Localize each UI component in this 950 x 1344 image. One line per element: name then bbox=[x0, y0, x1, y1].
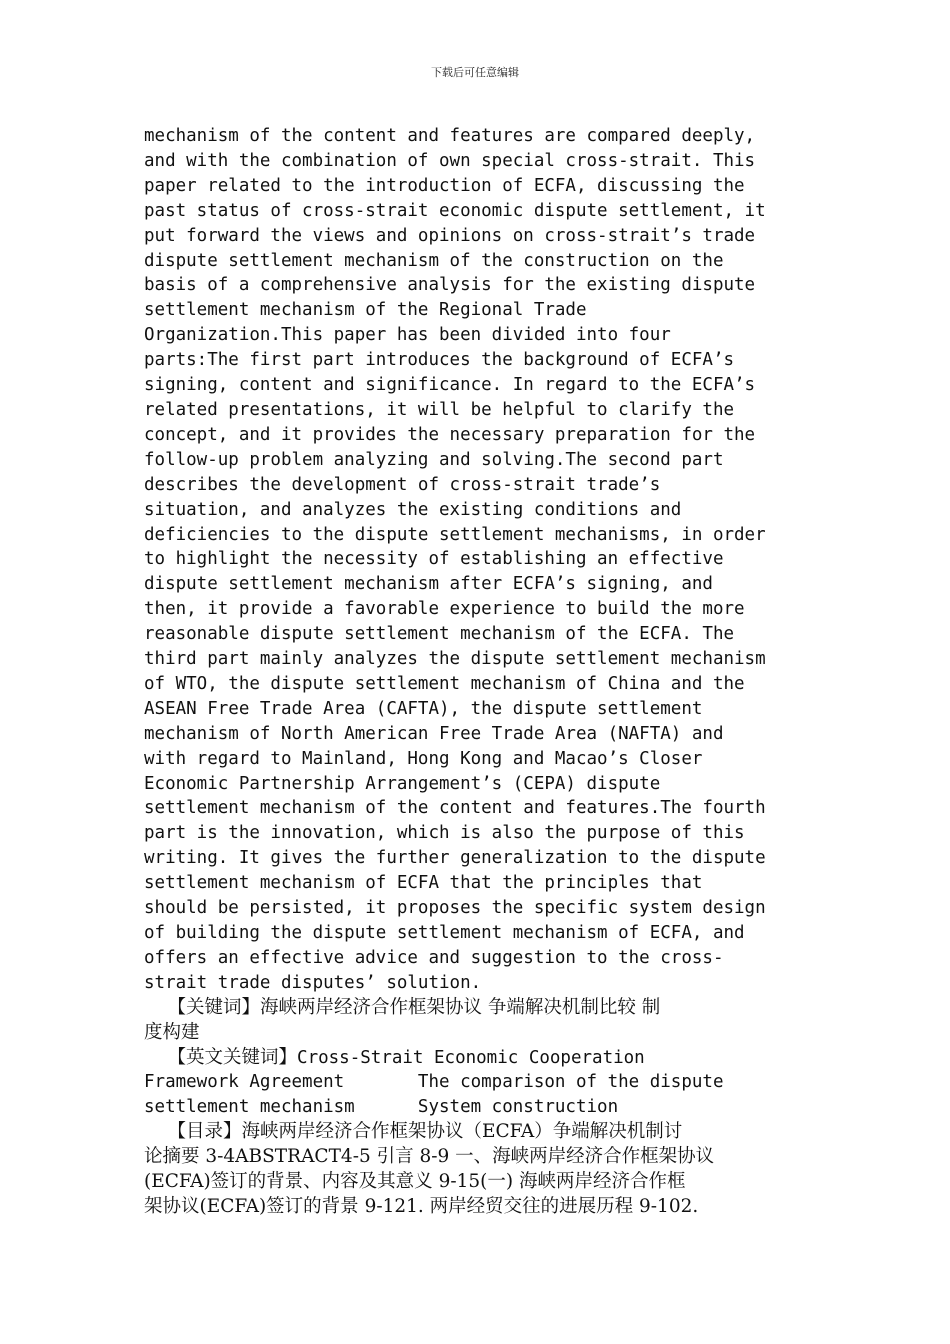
abstract-line: offers an effective advice and suggestion to the cross- bbox=[144, 947, 724, 968]
abstract-line: settlement mechanism of the content and features.The fourth bbox=[144, 798, 766, 819]
chinese-keywords bbox=[144, 996, 816, 1046]
abstract-line: put forward the views and opinions on cross-strait’s trade bbox=[144, 225, 756, 246]
abstract-line: part is the innovation, which is also the purpose of this bbox=[144, 823, 745, 844]
abstract-line: and with the combination of own special cross-strait. This bbox=[144, 150, 756, 171]
abstract-line: then, it provide a favorable experience to build the more bbox=[144, 599, 745, 620]
keywords-en-label: 【英文关键词】 bbox=[144, 1046, 298, 1068]
abstract-line: settlement mechanism of ECFA that the principles that bbox=[144, 873, 703, 894]
keywords-cn-line-1: 【关键词】海峡两岸经济合作框架协议 争端解决机制比较 制 bbox=[144, 996, 661, 1018]
abstract-line: basis of a comprehensive analysis for the existing dispute bbox=[144, 275, 756, 296]
abstract-line: settlement mechanism of the Regional Trade bbox=[144, 300, 587, 321]
abstract-line: mechanism of North American Free Trade Area (NAFTA) and bbox=[144, 723, 724, 744]
abstract-line: should be persisted, it proposes the specific system design bbox=[144, 898, 766, 919]
page-header: 下载后可任意编辑 bbox=[431, 66, 519, 79]
abstract-line: paper related to the introduction of ECFA, discussing the bbox=[144, 175, 745, 196]
abstract-line: dispute settlement mechanism after ECFA’s signing, and bbox=[144, 574, 713, 595]
abstract-line: Economic Partnership Arrangement’s (CEPA) dispute bbox=[144, 773, 661, 794]
abstract-line: related presentations, it will be helpful to clarify the bbox=[144, 399, 735, 420]
keywords-en-line-3: settlement mechanism System construction bbox=[144, 1097, 619, 1118]
table-of-contents bbox=[144, 1120, 816, 1220]
abstract-line: parts:The first part introduces the background of ECFA’s bbox=[144, 350, 735, 371]
abstract-line: situation, and analyzes the existing conditions and bbox=[144, 499, 682, 520]
abstract-line: follow-up problem analyzing and solving.The second part bbox=[144, 449, 724, 470]
toc-line-2: 论摘要 3-4ABSTRACT4-5 引言 8-9 一、海峡两岸经济合作框架协议 bbox=[144, 1146, 715, 1168]
abstract-line: third part mainly analyzes the dispute settlement mechanism bbox=[144, 649, 766, 670]
keywords-en-line-2: Framework Agreement The comparison of the dispute bbox=[144, 1072, 724, 1093]
abstract-line: signing, content and significance. In regard to the ECFA’s bbox=[144, 375, 756, 396]
abstract-line: deficiencies to the dispute settlement mechanisms, in order bbox=[144, 524, 766, 545]
keywords-cn-line-2: 度构建 bbox=[144, 1021, 200, 1043]
toc-line-4: 架协议(ECFA)签订的背景 9-121. 两岸经贸交往的进展历程 9-102. bbox=[144, 1195, 699, 1217]
abstract-line: reasonable dispute settlement mechanism of the ECFA. The bbox=[144, 624, 735, 645]
toc-line-1: 【目录】海峡两岸经济合作框架协议（ECFA）争端解决机制讨 bbox=[144, 1121, 683, 1143]
abstract-line: describes the development of cross-strait trade’s bbox=[144, 474, 661, 495]
abstract-line: dispute settlement mechanism of the construction on the bbox=[144, 250, 724, 271]
abstract-line: past status of cross-strait economic dispute settlement, it bbox=[144, 200, 766, 221]
keywords-en-line-1: Cross-Strait Economic Cooperation bbox=[297, 1047, 645, 1068]
toc-line-3: (ECFA)签订的背景、内容及其意义 9-15(一) 海峡两岸经济合作框 bbox=[144, 1171, 686, 1193]
abstract-line: with regard to Mainland, Hong Kong and Macao’s Closer bbox=[144, 748, 703, 769]
abstract-line: strait trade disputes’ solution. bbox=[144, 972, 482, 993]
abstract-line: to highlight the necessity of establishing an effective bbox=[144, 549, 724, 570]
abstract-line: Organization.This paper has been divided into four bbox=[144, 325, 671, 346]
document-body bbox=[144, 124, 816, 1220]
english-abstract bbox=[144, 124, 816, 996]
abstract-line: of WTO, the dispute settlement mechanism of China and the bbox=[144, 673, 745, 694]
abstract-line: mechanism of the content and features are compared deeply, bbox=[144, 126, 756, 146]
abstract-line: writing. It gives the further generalization to the dispute bbox=[144, 848, 766, 869]
abstract-line: concept, and it provides the necessary preparation for the bbox=[144, 424, 756, 445]
english-keywords bbox=[144, 1046, 816, 1121]
abstract-line: of building the dispute settlement mechanism of ECFA, and bbox=[144, 923, 745, 943]
abstract-line: ASEAN Free Trade Area (CAFTA), the dispute settlement bbox=[144, 698, 703, 719]
